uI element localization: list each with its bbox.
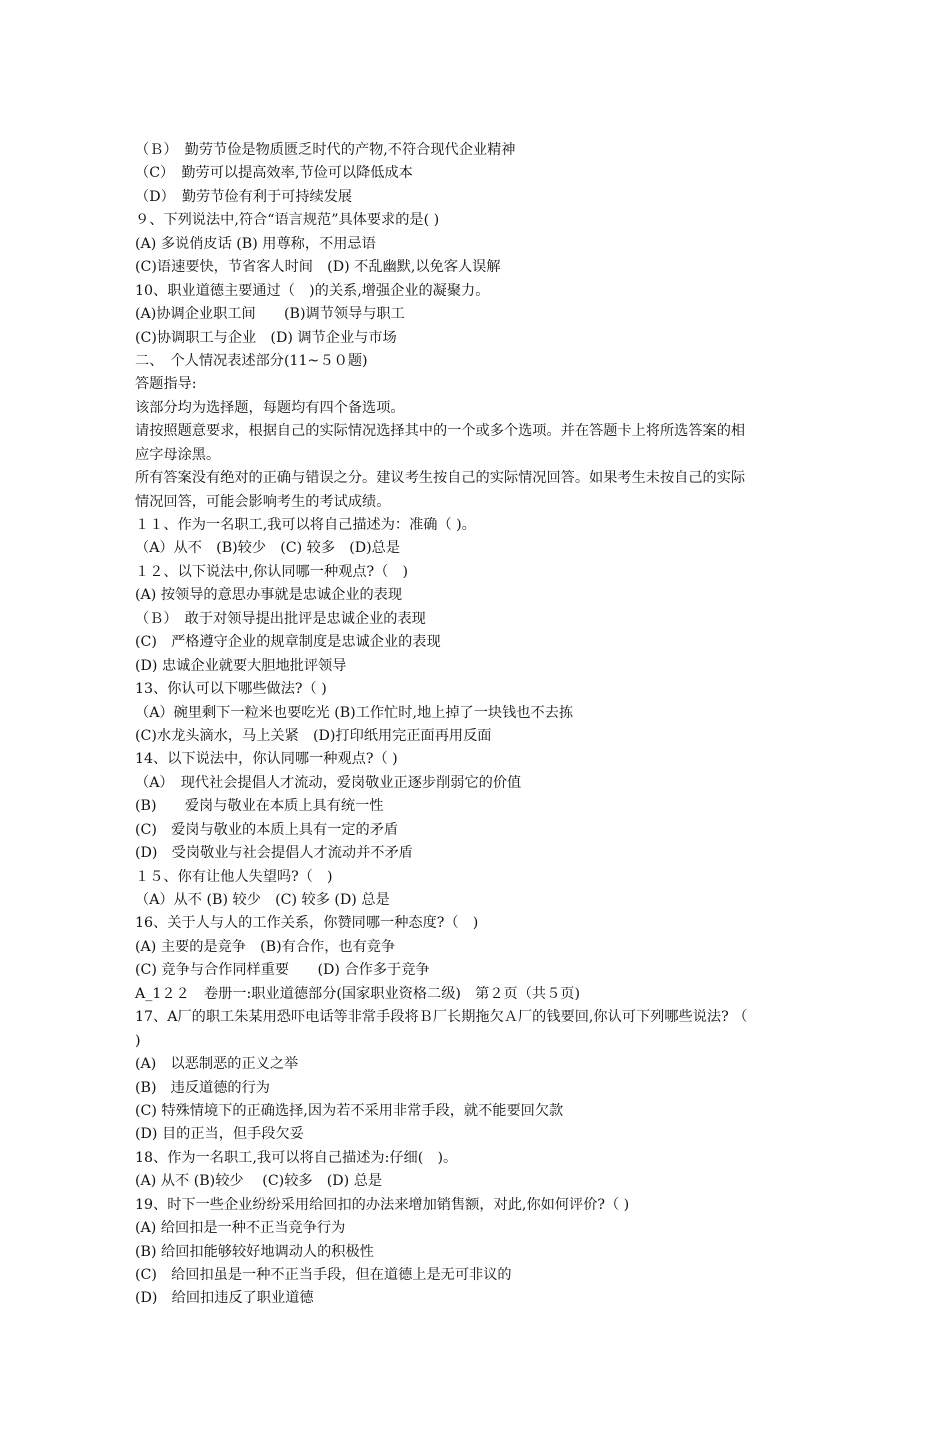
text-line: 该部分均为选择题，每题均有四个备选项。	[135, 399, 405, 416]
text-line: (A) 按领导的意思办事就是忠诚企业的表现	[135, 587, 403, 604]
text-line: (C) 竞争与合作同样重要 (D) 合作多于竞争	[135, 962, 430, 979]
text-line: (C)水龙头滴水，马上关紧 (D)打印纸用完正面再用反面	[135, 727, 492, 744]
text-line: (A) 给回扣是一种不正当竞争行为	[135, 1220, 346, 1237]
text-line: １５、你有让他人失望吗?（ )	[135, 868, 333, 885]
text-line: 所有答案没有绝对的正确与错误之分。建议考生按自己的实际情况回答。如果考生未按自己的实际	[135, 470, 746, 487]
text-line: A_1２２ 卷册一:职业道德部分(国家职业资格二级) 第２页（共５页)	[135, 985, 581, 1002]
text-line: 18、作为一名职工,我可以将自己描述为:仔细( )。	[135, 1149, 458, 1166]
text-line: (C)语速要快，节省客人时间 (D) 不乱幽默,以免客人误解	[135, 259, 501, 276]
text-line: （D） 勤劳节俭有利于可持续发展	[135, 188, 353, 205]
text-line: (A) 主要的是竞争 (B)有合作，也有竞争	[135, 938, 396, 955]
text-line: （A）从不 (B) 较少 (C) 较多 (D) 总是	[135, 892, 390, 908]
text-line: （C） 勤劳可以提高效率,节俭可以降低成本	[135, 165, 413, 182]
text-line: 情况回答，可能会影响考生的考试成绩。	[135, 493, 391, 510]
text-line: (C) 给回扣虽是一种不正当手段，但在道德上是无可非议的	[135, 1267, 512, 1283]
text-line: （Ｂ） 敢于对领导提出批评是忠诚企业的表现	[135, 610, 426, 627]
text-line: (A) 多说俏皮话 (B) 用尊称，不用忌语	[135, 235, 376, 252]
text-line: 请按照题意要求，根据自己的实际情况选择其中的一个或多个选项。并在答题卡上将所选答案的相	[135, 423, 746, 440]
text-line: (C) 严格遵守企业的规章制度是忠诚企业的表现	[135, 634, 441, 651]
text-line: (D) 给回扣违反了职业道德	[135, 1290, 314, 1307]
text-line: (B) 违反道德的行为	[135, 1079, 270, 1096]
text-line: (D) 受岗敬业与社会提倡人才流动并不矛盾	[135, 845, 413, 862]
text-line: (C) 特殊情境下的正确选择,因为若不采用非常手段，就不能要回欠款	[135, 1102, 564, 1119]
text-line: 16、关于人与人的工作关系，你赞同哪一种态度?（ )	[135, 915, 479, 932]
text-line: (C) 爱岗与敬业的本质上具有一定的矛盾	[135, 821, 399, 838]
text-line: （A）从不 (B)较少 (C) 较多 (D)总是	[135, 540, 401, 557]
text-line: 答题指导:	[135, 376, 197, 393]
text-line: )	[135, 1032, 141, 1049]
text-line: 10、职业道德主要通过（ )的关系,增强企业的凝聚力。	[135, 282, 490, 299]
text-line: (C)协调职工与企业 (D) 调节企业与市场	[135, 329, 397, 346]
text-line: (A) 从不 (B)较少 (C)较多 (D) 总是	[135, 1173, 383, 1190]
text-line: (D) 目的正当，但手段欠妥	[135, 1126, 304, 1143]
text-line: 17、A厂的职工朱某用恐吓电话等非常手段将Ｂ厂长期拖欠Ａ厂的钱要回,你认可下列哪些说法? （	[135, 1009, 748, 1026]
text-line: 13、你认可以下哪些做法?（ )	[135, 681, 327, 698]
text-line: 二、 个人情况表述部分(11~５０题)	[135, 352, 368, 369]
text-line: （A）碗里剩下一粒米也要吃光 (B)工作忙时,地上掉了一块钱也不去拣	[135, 704, 574, 721]
document-body	[135, 139, 835, 1311]
text-line: １２、以下说法中,你认同哪一种观点?（ )	[135, 563, 409, 580]
text-line: 应字母涂黑。	[135, 446, 221, 463]
text-line: (B) 给回扣能够较好地调动人的积极性	[135, 1243, 374, 1260]
text-line: (D) 忠诚企业就要大胆地批评领导	[135, 657, 347, 674]
text-line: (A)协调企业职工间 (B)调节领导与职工	[135, 306, 405, 323]
text-line: 19、时下一些企业纷纷采用给回扣的办法来增加销售额，对此,你如何评价?（ )	[135, 1196, 630, 1213]
text-line: （A） 现代社会提倡人才流动，爱岗敬业正逐步削弱它的价值	[135, 774, 522, 791]
text-line: １１、作为一名职工,我可以将自己描述为：准确（ )。	[135, 517, 476, 533]
text-line: 14、以下说法中，你认同哪一种观点?（ )	[135, 751, 398, 768]
text-line: （Ｂ） 勤劳节俭是物质匮乏时代的产物,不符合现代企业精神	[135, 142, 516, 158]
text-line: (A) 以恶制恶的正义之举	[135, 1056, 299, 1073]
text-line: ９、下列说法中,符合“语言规范”具体要求的是( )	[135, 212, 440, 229]
text-line: (B) 爱岗与敬业在本质上具有统一性	[135, 798, 384, 815]
